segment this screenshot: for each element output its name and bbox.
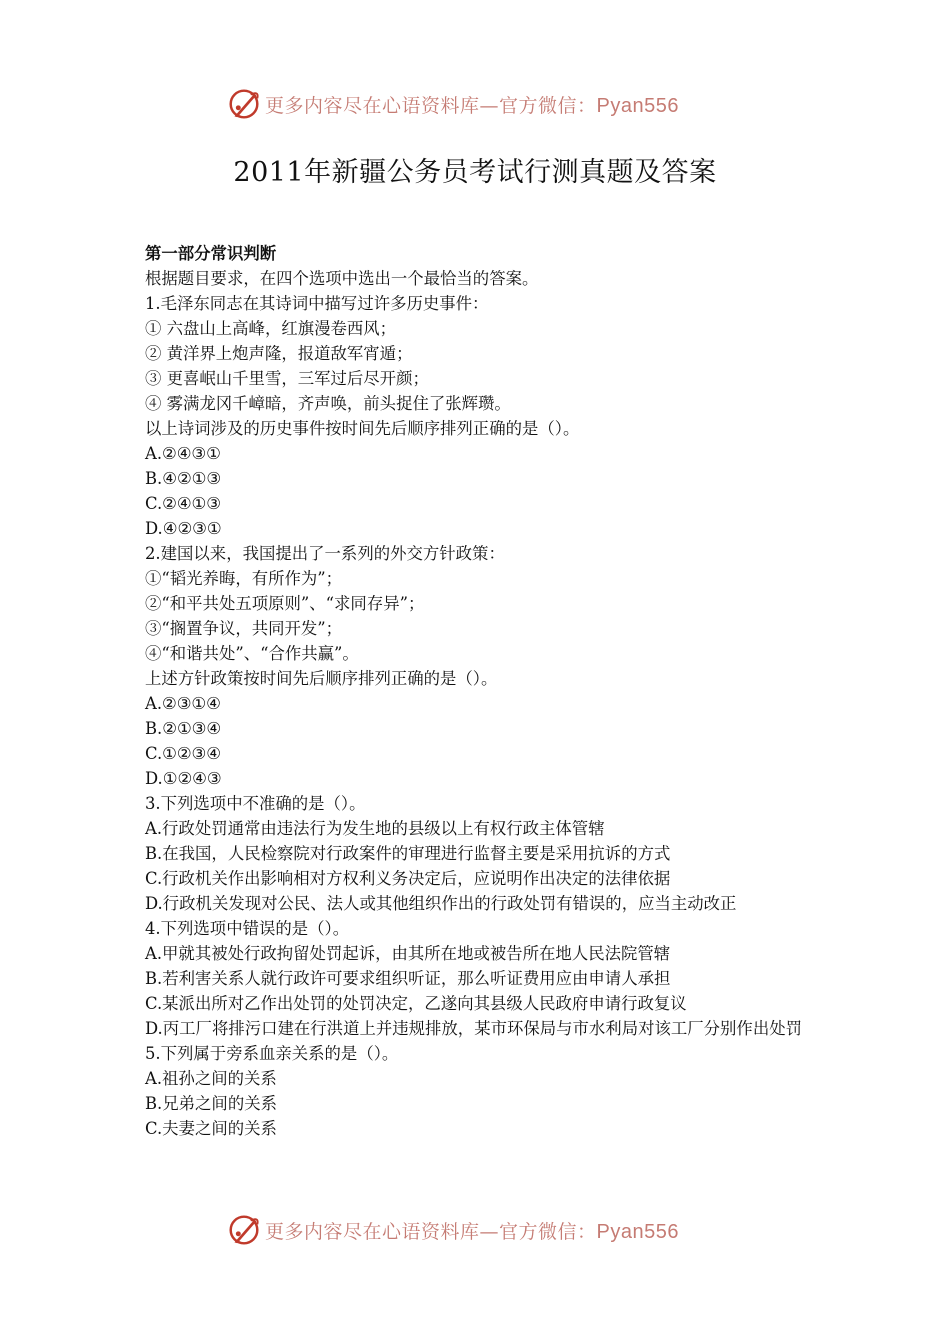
option-line: B.②①③④ — [145, 719, 222, 738]
page-title: 2011年新疆公务员考试行测真题及答案 — [233, 157, 717, 188]
option-line: A.甲就其被处行政拘留处罚起诉，由其所在地或被告所在地人民法院管辖 — [145, 944, 671, 963]
option-line: A.②④③① — [145, 444, 221, 463]
question-1-stem: 1.毛泽东同志在其诗词中描写过许多历史事件： — [145, 294, 489, 313]
text-line: ③ 更喜岷山千里雪，三军过后尽开颜； — [145, 369, 429, 388]
watermark-label: 更多内容尽在心语资料库—官方微信： — [265, 1220, 597, 1243]
text-line: ④“和谐共处”、“合作共赢”。 — [145, 644, 359, 663]
option-line: C.行政机关作出影响相对方权利义务决定后，应说明作出决定的法律依据 — [145, 869, 671, 888]
question-3-stem: 3.下列选项中不准确的是（）。 — [145, 794, 366, 813]
option-line: B.兄弟之间的关系 — [145, 1094, 277, 1113]
option-line: C.①②③④ — [145, 744, 221, 763]
quill-pen-logo-icon — [225, 85, 263, 123]
option-line: D.丙工厂将排污口建在行洪道上并违规排放，某市环保局与市水利局对该工厂分别作出处罚 — [145, 1019, 802, 1038]
option-line: D.④②③① — [145, 519, 222, 538]
header-watermark — [0, 82, 950, 126]
option-line: A.②③①④ — [145, 694, 221, 713]
watermark-text — [265, 91, 679, 118]
wechat-id: Pyan556 — [596, 1220, 679, 1243]
option-line: B.若利害关系人就行政许可要求组织听证，那么听证费用应由申请人承担 — [145, 969, 671, 988]
watermark-text — [265, 1217, 679, 1244]
option-line: A.祖孙之间的关系 — [145, 1069, 277, 1088]
option-line: A.行政处罚通常由违法行为发生地的县级以上有权行政主体管辖 — [145, 819, 605, 838]
text-line: 以上诗词涉及的历史事件按时间先后顺序排列正确的是（）。 — [145, 419, 580, 438]
option-line: C.某派出所对乙作出处罚的处罚决定，乙遂向其县级人民政府申请行政复议 — [145, 994, 687, 1013]
option-line: C.②④①③ — [145, 494, 221, 513]
section-heading: 第一部分常识判断 — [145, 244, 277, 263]
question-4-stem: 4.下列选项中错误的是（）。 — [145, 919, 350, 938]
document-body — [145, 241, 810, 1141]
option-line: C.夫妻之间的关系 — [145, 1119, 277, 1138]
option-line: D.①②④③ — [145, 769, 222, 788]
quill-pen-logo-icon — [225, 1211, 263, 1249]
text-line: 上述方针政策按时间先后顺序排列正确的是（）。 — [145, 669, 498, 688]
text-line: ③“搁置争议，共同开发”； — [145, 619, 343, 638]
question-2-stem: 2.建国以来，我国提出了一系列的外交方针政策： — [145, 544, 505, 563]
text-line: ②“和平共处五项原则”、“求同存异”； — [145, 594, 425, 613]
footer-watermark — [0, 1208, 950, 1252]
text-line: ② 黄洋界上炮声隆，报道敌军宵遁； — [145, 344, 413, 363]
text-line: ①“韬光养晦，有所作为”； — [145, 569, 343, 588]
option-line: B.④②①③ — [145, 469, 222, 488]
option-line: B.在我国，人民检察院对行政案件的审理进行监督主要是采用抗诉的方式 — [145, 844, 671, 863]
watermark-label: 更多内容尽在心语资料库—官方微信： — [265, 94, 597, 117]
text-line: 根据题目要求，在四个选项中选出一个最恰当的答案。 — [145, 269, 539, 288]
text-line: ④ 雾满龙冈千嶂暗，齐声唤，前头捉住了张辉瓒。 — [145, 394, 511, 413]
wechat-id: Pyan556 — [596, 94, 679, 117]
question-5-stem: 5.下列属于旁系血亲关系的是（）。 — [145, 1044, 399, 1063]
option-line: D.行政机关发现对公民、法人或其他组织作出的行政处罚有错误的，应当主动改正 — [145, 894, 737, 913]
text-line: ① 六盘山上高峰，红旗漫卷西风； — [145, 319, 397, 338]
